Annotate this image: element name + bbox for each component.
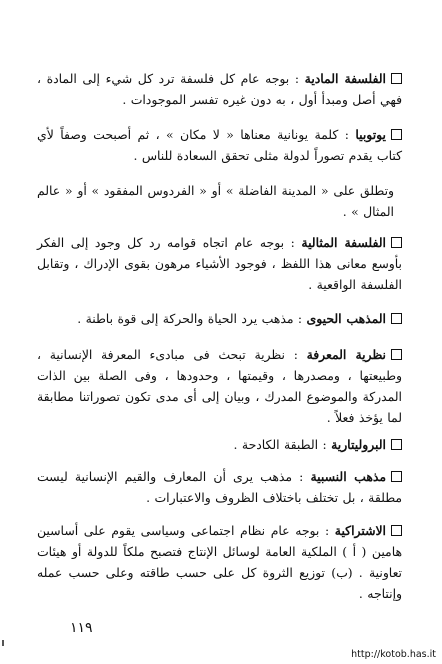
checkbox-square-icon — [391, 237, 402, 248]
entry-text: : كلمة يونانية معناها « لا مكان » ، ثم أصبحت وصفاً لأي كتاب يقدم تصوراً لدولة مثلى تحقق السعادة للناس . — [37, 127, 402, 163]
entry-term: الفلسفة المثالية — [301, 235, 387, 250]
entry-socialism — [37, 520, 402, 604]
entry-relativism — [37, 466, 402, 508]
checkbox-square-icon — [391, 471, 402, 482]
entry-term: الفلسفة المادية — [304, 71, 386, 86]
entry-term: مذهب النسبية — [310, 469, 386, 484]
entry-text: : نظرية تبحث فى مبادىء المعرفة الإنسانية ، وطبيعتها ، ومصدرها ، وقيمتها ، وحدودها ، وفى الصلة بين الذات المدركة والموضوع المدرك ، وبيان إلى أى مدى تكون تصوراتنا مطابقة لما يؤخذ فعلاً . — [37, 347, 402, 425]
checkbox-square-icon — [391, 129, 402, 140]
entry-materialism — [37, 68, 402, 110]
entry-text: وتطلق على « المدينة الفاضلة » أو « الفردوس المفقود » أو « عالم المثال » . — [37, 183, 394, 219]
entry-term: نظرية المعرفة — [306, 347, 386, 362]
checkbox-square-icon — [391, 313, 402, 324]
entry-idealism — [37, 232, 402, 295]
entry-utopia — [37, 124, 402, 166]
entry-utopia-continued — [37, 180, 394, 222]
entry-text: : مذهب يرد الحياة والحركة إلى قوة باطنة . — [77, 311, 307, 326]
entry-text: : بوجه عام كل فلسفة ترد كل شيء إلى المادة ، فهي أصل ومبدأ أول ، به دون غيره تفسر الموجودات . — [37, 71, 402, 107]
entry-term: يوتوبيا — [355, 127, 386, 142]
checkbox-square-icon — [391, 349, 402, 360]
page-number: ١١٩ — [70, 620, 93, 636]
scan-mark — [2, 640, 4, 646]
checkbox-square-icon — [391, 525, 402, 536]
entry-term: البروليتارية — [331, 437, 386, 452]
entry-vitalism — [37, 308, 402, 329]
checkbox-square-icon — [391, 439, 402, 450]
entry-term: الاشتراكية — [334, 523, 386, 538]
entry-text: : الطبقة الكادحة . — [233, 437, 332, 452]
entry-term: المذهب الحيوى — [306, 311, 386, 326]
entry-epistemology — [37, 344, 402, 428]
site-url: http://kotob.has.it — [351, 649, 436, 660]
checkbox-square-icon — [391, 73, 402, 84]
entry-text: : مذهب يرى أن المعارف والقيم الإنسانية ليست مطلقة ، بل تختلف باختلاف الظروف والاعتبارات . — [37, 469, 402, 505]
entry-proletariat — [37, 434, 402, 455]
entry-text: : بوجه عام اتجاه قوامه رد كل وجود إلى الفكر بأوسع معانى هذا اللفظ ، فوجود الأشياء مرهون بقوى الإدراك ، وتقابل الفلسفة الواقعية . — [37, 235, 402, 292]
entry-text: : بوجه عام نظام اجتماعى وسياسى يقوم على أساسين هامين ( أ ) الملكية العامة لوسائل الإنتاج فتصبح ملكاً للدولة أو هيئات تعاونية . (ب) توزيع الثروة كل على حسب طاقته وعلى حسب عمله وإنتاجه . — [37, 523, 402, 601]
